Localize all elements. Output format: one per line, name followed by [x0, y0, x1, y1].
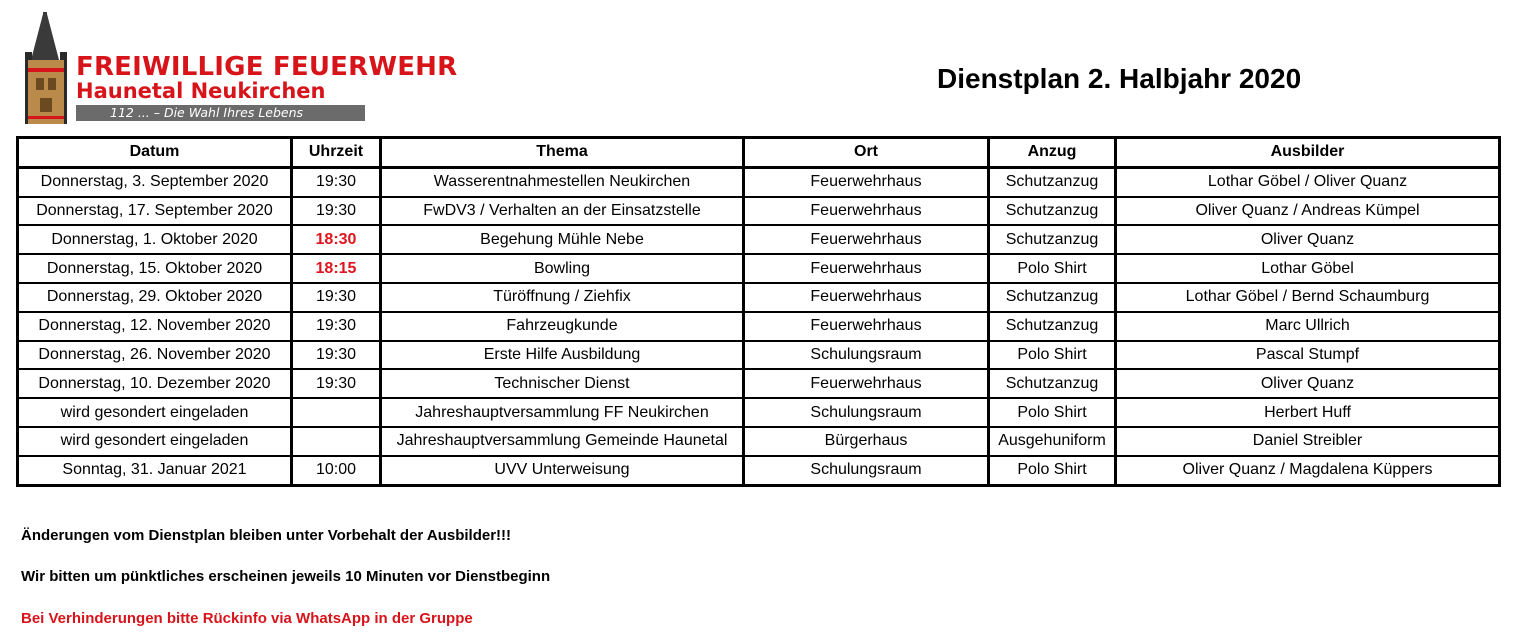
cell-datum: wird gesondert eingeladen: [19, 428, 293, 457]
cell-anzug: Schutzanzug: [990, 313, 1117, 342]
cell-anzug: Polo Shirt: [990, 399, 1117, 428]
cell-anzug: Schutzanzug: [990, 370, 1117, 399]
cell-ausbilder: Herbert Huff: [1117, 399, 1498, 428]
cell-uhrzeit: 18:15: [293, 255, 382, 284]
cell-ausbilder: Oliver Quanz: [1117, 370, 1498, 399]
table-row: [19, 399, 1498, 428]
cell-thema: Jahreshauptversammlung FF Neukirchen: [382, 399, 745, 428]
table-body: [19, 169, 1498, 484]
column-header-anzug: Anzug: [990, 139, 1117, 169]
cell-ort: Feuerwehrhaus: [745, 169, 990, 198]
cell-anzug: Schutzanzug: [990, 284, 1117, 313]
cell-thema: Wasserentnahmestellen Neukirchen: [382, 169, 745, 198]
cell-uhrzeit: 10:00: [293, 457, 382, 484]
cell-thema: Erste Hilfe Ausbildung: [382, 342, 745, 371]
cell-ort: Feuerwehrhaus: [745, 226, 990, 255]
table-row: [19, 457, 1498, 484]
table-row: [19, 255, 1498, 284]
schedule-table: [16, 136, 1501, 487]
cell-datum: Donnerstag, 26. November 2020: [19, 342, 293, 371]
cell-ort: Feuerwehrhaus: [745, 313, 990, 342]
cell-ausbilder: Oliver Quanz / Magdalena Küppers: [1182, 461, 1433, 479]
cell-ausbilder: Oliver Quanz: [1117, 226, 1498, 255]
cell-ausbilder: Lothar Göbel: [1117, 255, 1498, 284]
cell-ort: Schulungsraum: [745, 399, 990, 428]
cell-uhrzeit: 18:30: [293, 226, 382, 255]
cell-uhrzeit: [293, 399, 382, 428]
org-location: Haunetal Neukirchen: [76, 79, 326, 103]
table-row: [19, 169, 1498, 198]
cell-uhrzeit: 19:30: [293, 342, 382, 371]
cell-datum: wird gesondert eingeladen: [19, 399, 293, 428]
cell-thema: UVV Unterweisung: [382, 457, 745, 484]
cell-ausbilder: Oliver Quanz / Andreas Kümpel: [1117, 198, 1498, 227]
cell-thema: Bowling: [382, 255, 745, 284]
column-header-datum: Datum: [19, 139, 293, 169]
cell-uhrzeit: 19:30: [293, 370, 382, 399]
cell-anzug: Polo Shirt: [990, 457, 1117, 484]
cell-ausbilder: Marc Ullrich: [1117, 313, 1498, 342]
cell-ausbilder: Lothar Göbel / Oliver Quanz: [1117, 169, 1498, 198]
cell-ort: Bürgerhaus: [745, 428, 990, 457]
cell-ort: Schulungsraum: [745, 342, 990, 371]
cell-datum: Donnerstag, 17. September 2020: [19, 198, 293, 227]
table-header-row: [19, 139, 1498, 169]
column-header-thema: Thema: [382, 139, 745, 169]
cell-ort: Feuerwehrhaus: [745, 255, 990, 284]
cell-ort: Feuerwehrhaus: [745, 370, 990, 399]
church-tower-icon: [22, 12, 72, 124]
table-row: [19, 226, 1498, 255]
table-row: [19, 428, 1498, 457]
cell-uhrzeit: 19:30: [293, 284, 382, 313]
column-header-uhrzeit: Uhrzeit: [293, 139, 382, 169]
cell-anzug: Ausgehuniform: [990, 428, 1117, 457]
cell-thema: Begehung Mühle Nebe: [382, 226, 745, 255]
table-row: [19, 342, 1498, 371]
cell-uhrzeit: 19:30: [293, 169, 382, 198]
note-absence: Bei Verhinderungen bitte Rückinfo via WhatsApp in der Gruppe: [21, 610, 473, 627]
cell-ausbilder: Pascal Stumpf: [1117, 342, 1498, 371]
cell-anzug: Polo Shirt: [990, 255, 1117, 284]
cell-anzug: Schutzanzug: [990, 169, 1117, 198]
org-tagline: 112 ... – Die Wahl Ihres Lebens: [76, 105, 365, 121]
cell-datum: Donnerstag, 12. November 2020: [19, 313, 293, 342]
table-row: [19, 284, 1498, 313]
cell-thema: Türöffnung / Ziehfix: [382, 284, 745, 313]
cell-anzug: Polo Shirt: [990, 342, 1117, 371]
cell-ort: Schulungsraum: [745, 457, 990, 484]
cell-datum: Donnerstag, 3. September 2020: [19, 169, 293, 198]
cell-anzug: Schutzanzug: [990, 198, 1117, 227]
cell-thema: FwDV3 / Verhalten an der Einsatzstelle: [382, 198, 745, 227]
cell-thema: Technischer Dienst: [382, 370, 745, 399]
cell-ort: Feuerwehrhaus: [745, 198, 990, 227]
table-row: [19, 198, 1498, 227]
cell-thema: Jahreshauptversammlung Gemeinde Haunetal: [382, 428, 745, 457]
note-punctuality: Wir bitten um pünktliches erscheinen jeweils 10 Minuten vor Dienstbeginn: [21, 568, 551, 585]
logo: [22, 12, 522, 127]
cell-uhrzeit: 19:30: [293, 198, 382, 227]
cell-anzug: Schutzanzug: [990, 226, 1117, 255]
cell-datum: Donnerstag, 29. Oktober 2020: [19, 284, 293, 313]
cell-datum: Donnerstag, 15. Oktober 2020: [19, 255, 293, 284]
cell-uhrzeit: 19:30: [293, 313, 382, 342]
page-title: Dienstplan 2. Halbjahr 2020: [937, 63, 1302, 94]
cell-datum: Donnerstag, 10. Dezember 2020: [19, 370, 293, 399]
org-name: FREIWILLIGE FEUERWEHR: [76, 52, 458, 82]
column-header-ausbilder: Ausbilder: [1117, 139, 1498, 169]
column-header-ort: Ort: [745, 139, 990, 169]
cell-datum: Sonntag, 31. Januar 2021: [19, 457, 293, 484]
cell-uhrzeit: [293, 428, 382, 457]
cell-ausbilder: Daniel Streibler: [1117, 428, 1498, 457]
cell-ausbilder: Lothar Göbel / Bernd Schaumburg: [1117, 284, 1498, 313]
table-row: [19, 370, 1498, 399]
note-reservation: Änderungen vom Dienstplan bleiben unter Vorbehalt der Ausbilder!!!: [21, 527, 512, 544]
cell-datum: Donnerstag, 1. Oktober 2020: [19, 226, 293, 255]
cell-thema: Fahrzeugkunde: [382, 313, 745, 342]
table-row: [19, 313, 1498, 342]
cell-ort: Feuerwehrhaus: [745, 284, 990, 313]
